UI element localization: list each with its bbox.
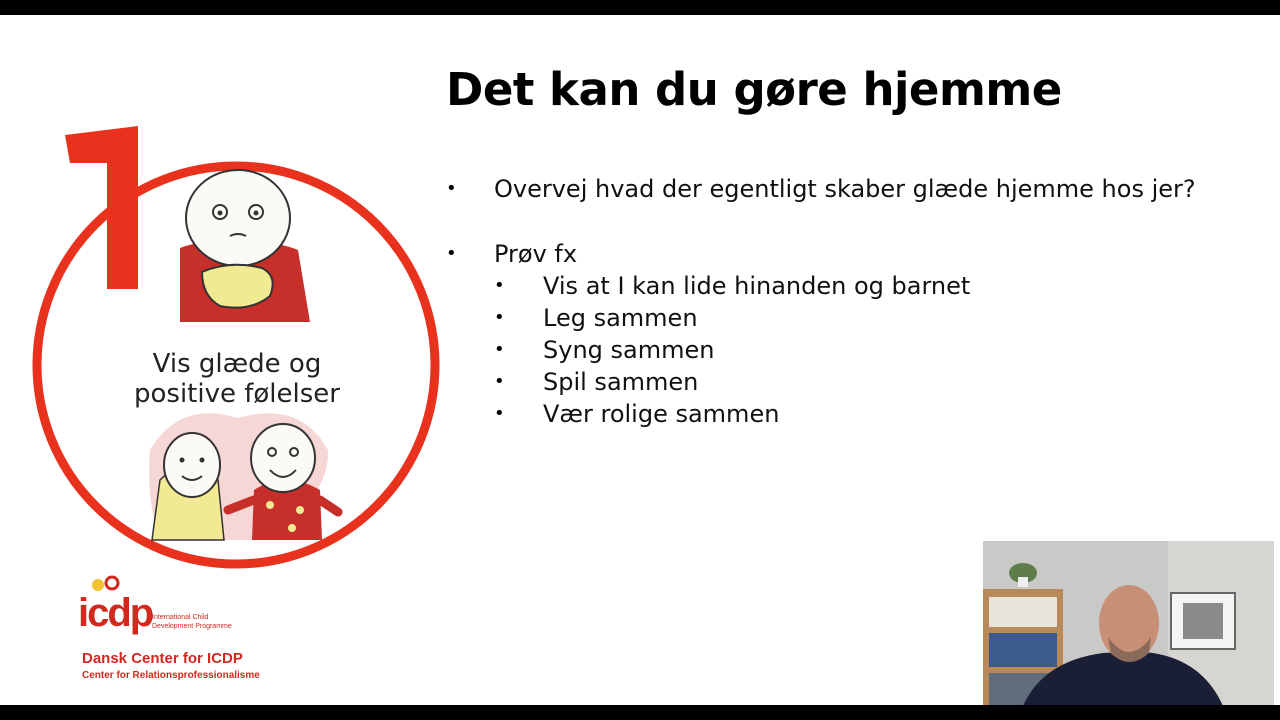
sub-bullet-item: Syng sammen bbox=[543, 336, 715, 364]
sub-bullet-dot: • bbox=[494, 339, 505, 360]
bullet-item: Overvej hvad der egentligt skaber glæde hjemme hos jer? bbox=[494, 175, 1196, 203]
logo-org-subtitle: Center for Relationsprofessionalisme bbox=[82, 670, 260, 681]
slide-title: Det kan du gøre hjemme bbox=[446, 63, 1062, 116]
sub-bullet-dot: • bbox=[494, 371, 505, 392]
bullet-dot: • bbox=[446, 178, 457, 199]
emotion-illustration bbox=[30, 100, 450, 580]
sub-bullet-item: Vær rolige sammen bbox=[543, 400, 780, 428]
webcam-overlay bbox=[983, 541, 1274, 706]
illustration-caption-line2: positive følelser bbox=[134, 379, 340, 409]
sub-bullet-dot: • bbox=[494, 275, 505, 296]
sub-bullet-item: Leg sammen bbox=[543, 304, 698, 332]
sub-bullet-item: Vis at I kan lide hinanden og barnet bbox=[543, 272, 971, 300]
logo-org-name: Dansk Center for ICDP bbox=[82, 650, 243, 667]
sub-bullet-dot: • bbox=[494, 403, 505, 424]
sub-bullet-item: Spil sammen bbox=[543, 368, 699, 396]
illustration-caption-line1: Vis glæde og bbox=[152, 349, 322, 379]
logo-small-text: International Child Development Programme bbox=[152, 614, 232, 630]
bullet-dot: • bbox=[446, 243, 457, 264]
bottom-bar bbox=[0, 705, 1280, 720]
logo-wordmark: icdp bbox=[78, 591, 153, 635]
sub-bullet-dot: • bbox=[494, 307, 505, 328]
bullet-item: Prøv fx bbox=[494, 240, 578, 268]
icdp-logo bbox=[78, 575, 278, 690]
presenter-video-feed bbox=[983, 541, 1274, 706]
